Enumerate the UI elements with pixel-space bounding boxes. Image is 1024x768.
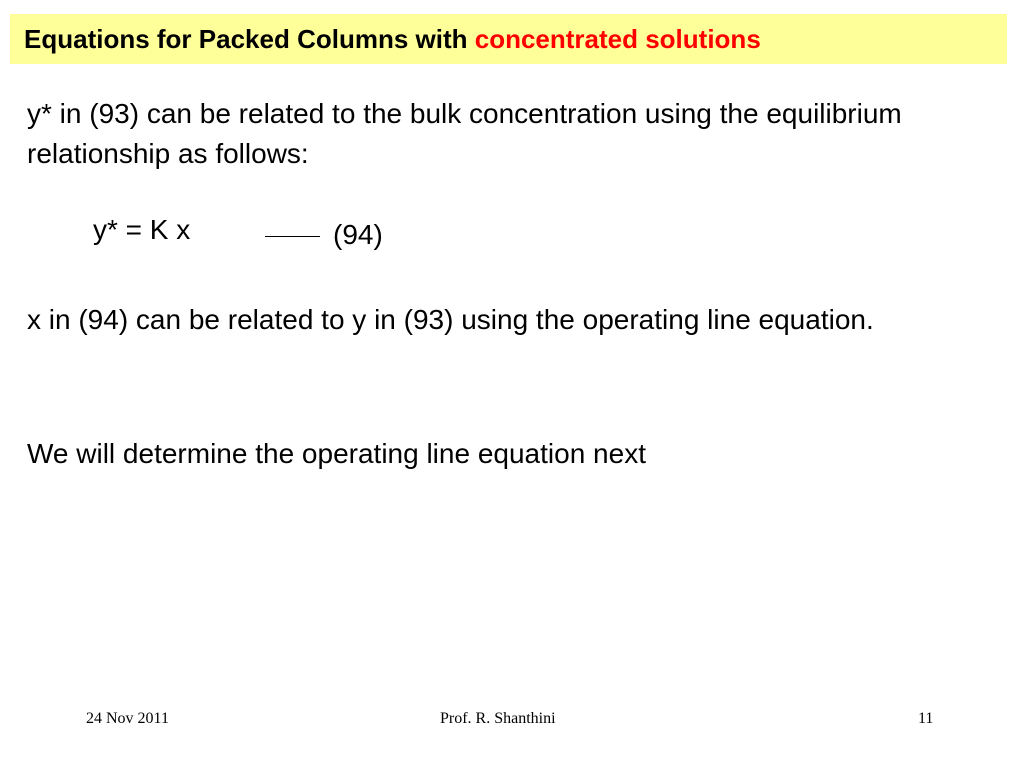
paragraph-next-step: We will determine the operating line equation next: [27, 438, 646, 469]
footer-author: Prof. R. Shanthini: [440, 710, 556, 727]
footer-date: 24 Nov 2011: [86, 710, 169, 727]
equation-leader-line: [265, 236, 320, 237]
slide-title-accent: concentrated solutions: [474, 24, 761, 54]
equation-number: (94): [333, 219, 383, 250]
footer-page-number: 11: [918, 710, 934, 727]
slide-title: [10, 14, 1007, 64]
equation-expression: y* = K x: [93, 214, 191, 245]
paragraph-equilibrium: y* in (93) can be related to the bulk concentration using the equilibrium relationship as follows:: [27, 98, 902, 169]
paragraph-operating-line: x in (94) can be related to y in (93) using the operating line equation.: [27, 304, 874, 335]
slide-title-main: Equations for Packed Columns with: [24, 24, 475, 54]
